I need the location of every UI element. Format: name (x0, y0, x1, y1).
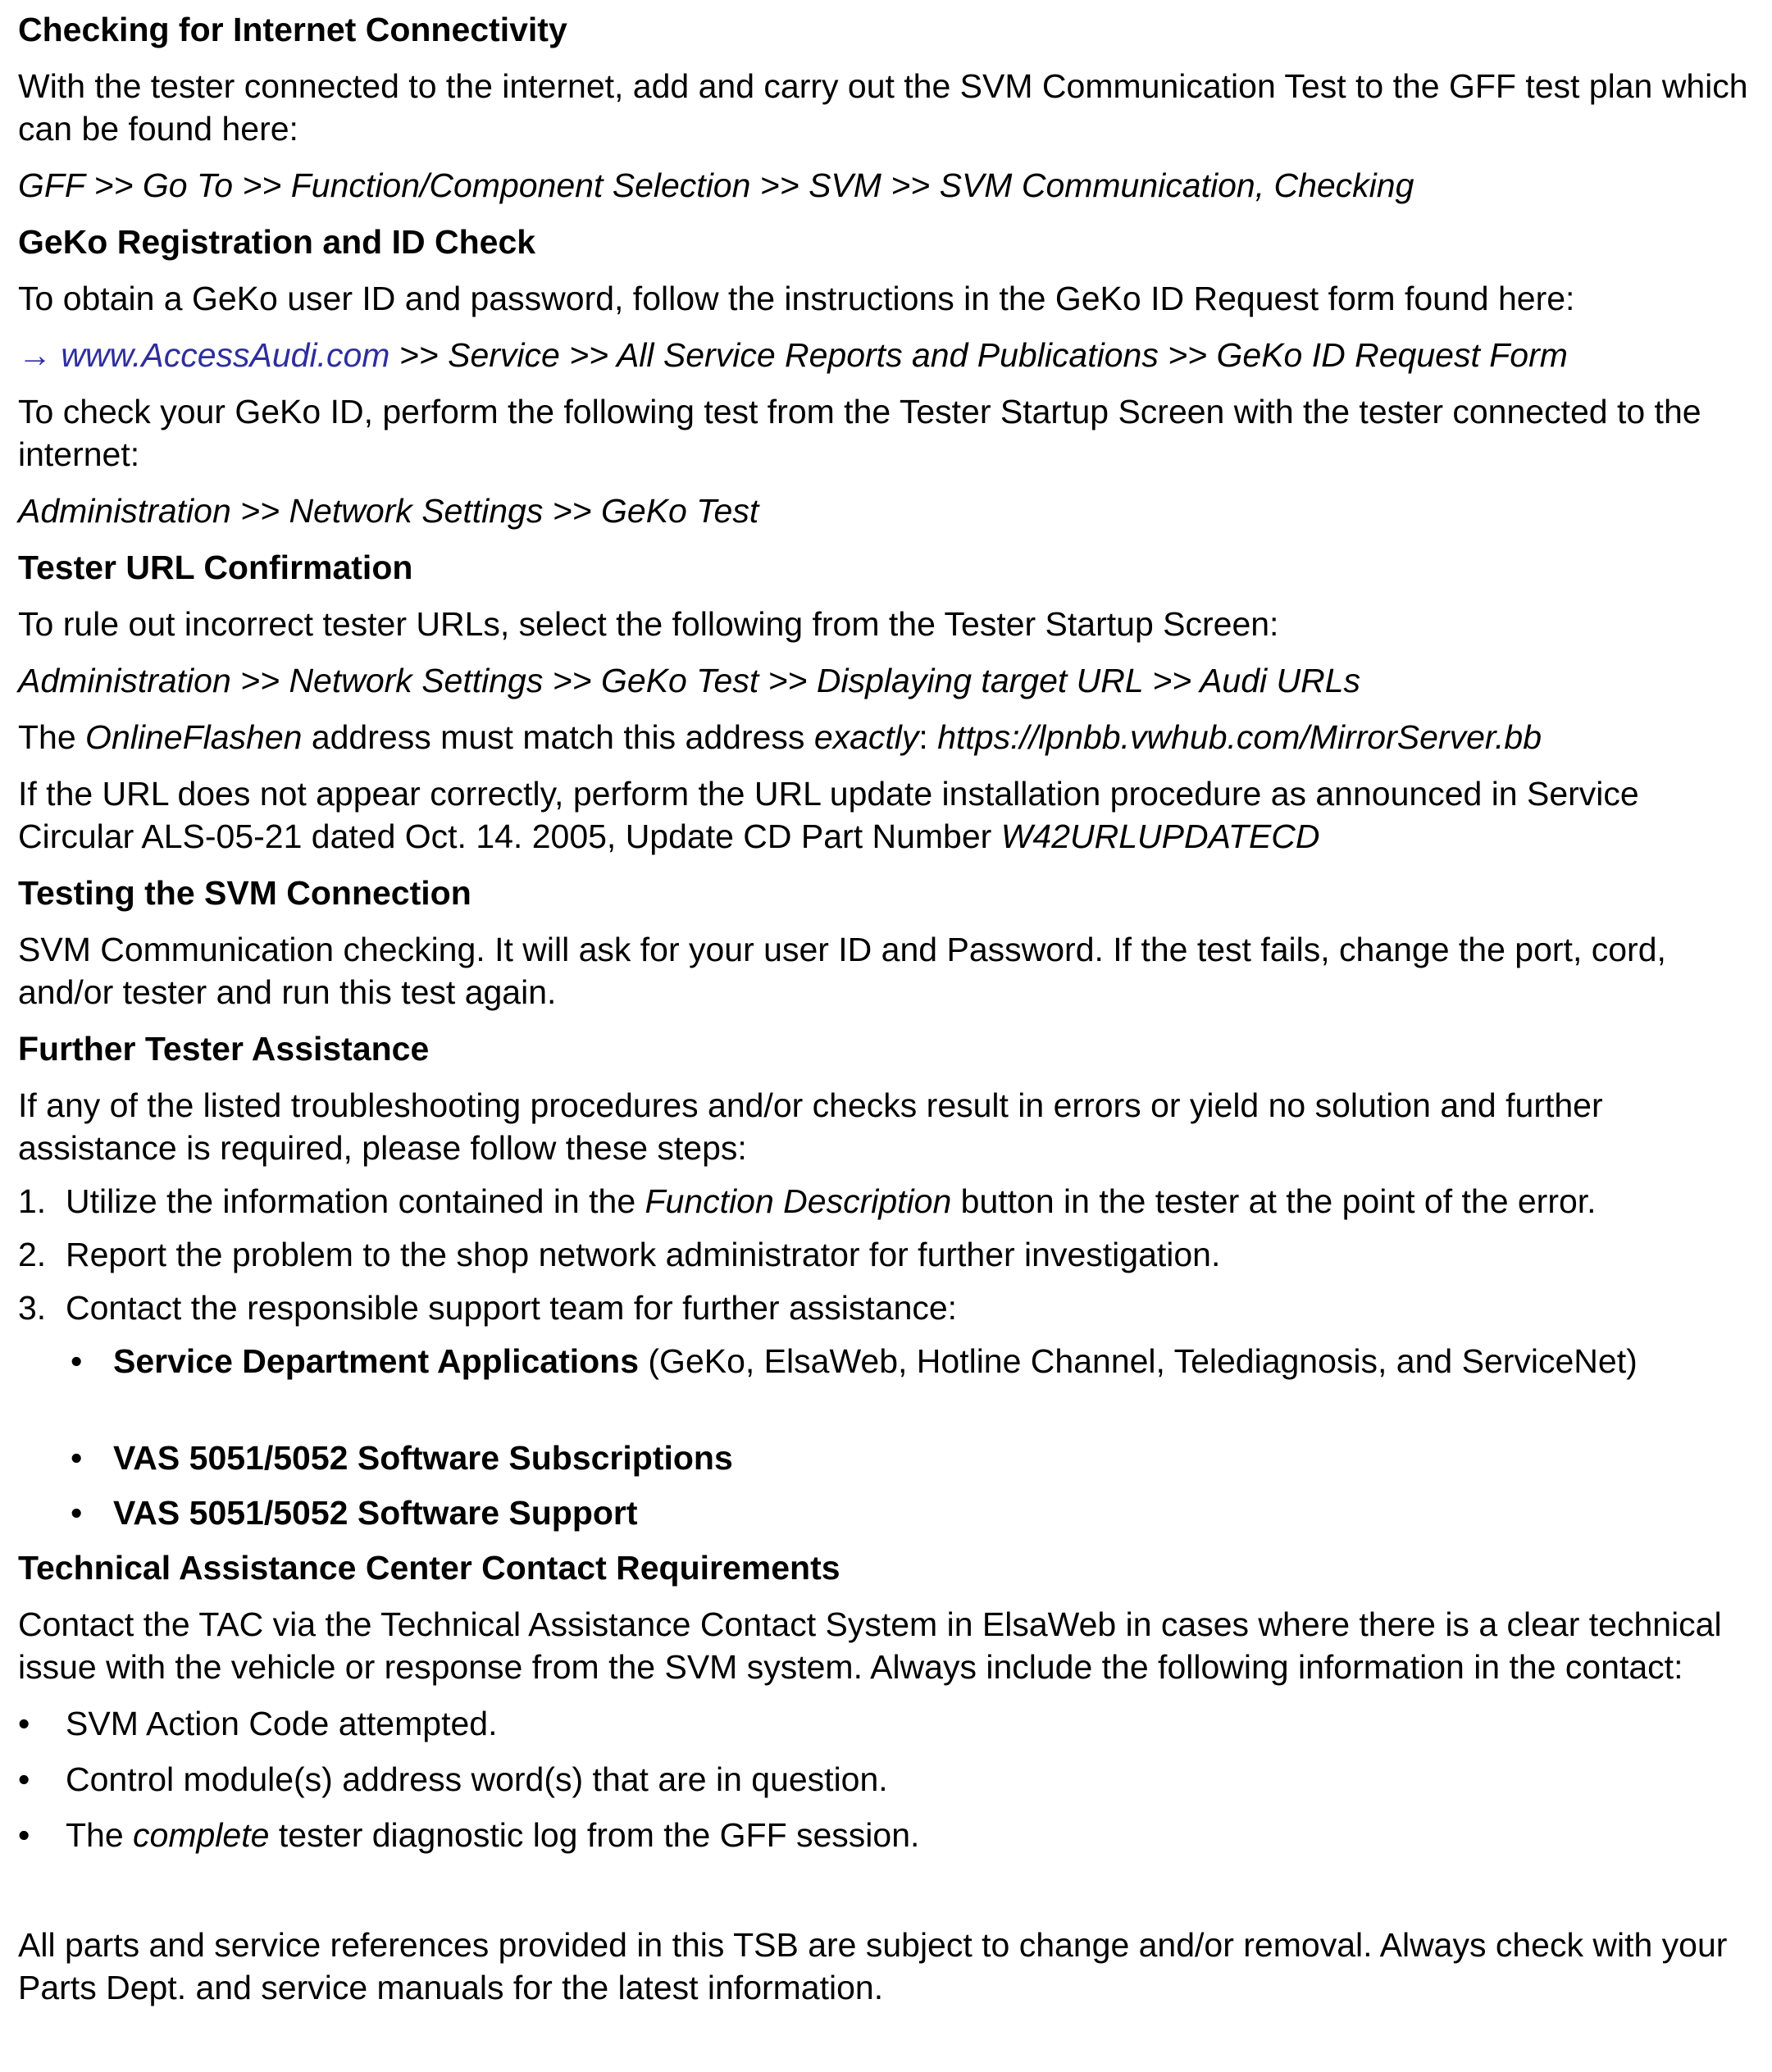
tac-info-list (18, 1702, 1756, 1856)
service-dept-apps-detail: (GeKo, ElsaWeb, Hotline Channel, Telediagnosis, and ServiceNet) (639, 1342, 1638, 1380)
footer-disclaimer: All parts and service references provided in this TSB are subject to change and/or removal. Always check with your Parts Dept. and service manuals for the latest information. (18, 1926, 1728, 2006)
heading-internet-connectivity: Checking for Internet Connectivity (18, 11, 567, 48)
service-dept-apps-label: Service Department Applications (113, 1342, 640, 1380)
list-item (18, 1814, 1756, 1856)
list-item (66, 1491, 1756, 1534)
step-number: 2. (18, 1236, 47, 1273)
online-flashen-term: OnlineFlashen (85, 718, 303, 756)
assistance-steps-list (18, 1180, 1756, 1534)
step-number: 3. (18, 1289, 47, 1327)
list-item (18, 1180, 1756, 1223)
geko-request-form-path (18, 334, 1756, 376)
bullet-icon: • (71, 1439, 83, 1477)
bullet-icon: • (18, 1705, 30, 1742)
step-number: 1. (18, 1182, 47, 1220)
list-item (18, 1758, 1756, 1801)
heading-tac-requirements: Technical Assistance Center Contact Requirements (18, 1549, 840, 1587)
section-spacer (18, 1869, 1756, 1924)
tac-item-1: SVM Action Code attempted. (66, 1705, 498, 1742)
function-description-term: Function Description (645, 1182, 952, 1220)
support-team-list (66, 1340, 1756, 1534)
geko-test-path: Administration >> Network Settings >> GeKo Test (18, 492, 759, 530)
exactly-term: exactly (813, 718, 919, 756)
bullet-icon: • (18, 1816, 30, 1854)
tac-item-3-pre: The (66, 1816, 134, 1854)
gff-navigation-path: GFF >> Go To >> Function/Component Selection >> SVM >> SVM Communication, Checking (18, 166, 1414, 204)
heading-svm-connection: Testing the SVM Connection (18, 874, 471, 912)
step-1-pre: Utilize the information contained in the (66, 1182, 645, 1220)
internet-paragraph: With the tester connected to the internet, add and carry out the SVM Communication Test to the GFF test plan which can be found here: (18, 67, 1748, 148)
url-paragraph-1: To rule out incorrect tester URLs, select the following from the Tester Startup Screen: (18, 605, 1279, 643)
list-item (18, 1702, 1756, 1745)
bullet-icon: • (71, 1494, 83, 1532)
further-paragraph: If any of the listed troubleshooting procedures and/or checks result in errors or yield no solution and further assistance is required, please follow these steps: (18, 1086, 1603, 1167)
tac-item-2: Control module(s) address word(s) that are in question. (66, 1760, 888, 1798)
url-match-paragraph (18, 716, 1756, 758)
url-match-mid: address must match this address (302, 718, 814, 756)
url-update-text: If the URL does not appear correctly, perform the URL update installation procedure as announced in Service Circular ALS-05-21 dated Oct. 14. 2005, Update CD Part Number (18, 775, 1639, 855)
step-2-text: Report the problem to the shop network administrator for further investigation. (66, 1236, 1221, 1273)
list-item (66, 1437, 1756, 1479)
geko-paragraph-1: To obtain a GeKo user ID and password, follow the instructions in the GeKo ID Request form found here: (18, 280, 1575, 317)
svm-paragraph: SVM Communication checking. It will ask for your user ID and Password. If the test fails, change the port, cord, and/or tester and run this test again. (18, 931, 1666, 1011)
list-item (18, 1233, 1756, 1276)
tac-item-3-post: tester diagnostic log from the GFF session. (269, 1816, 920, 1854)
step-1-post: button in the tester at the point of the error. (951, 1182, 1597, 1220)
target-url-path: Administration >> Network Settings >> GeKo Test >> Displaying target URL >> Audi URLs (18, 662, 1361, 699)
geko-paragraph-2: To check your GeKo ID, perform the following test from the Tester Startup Screen with the tester connected to the internet: (18, 393, 1701, 473)
heading-further-assistance: Further Tester Assistance (18, 1030, 430, 1068)
heading-tester-url: Tester URL Confirmation (18, 549, 413, 586)
bullet-icon: • (18, 1760, 30, 1798)
geko-request-form-path-text: >> Service >> All Service Reports and Publications >> GeKo ID Request Form (389, 336, 1568, 374)
mirror-server-url: https://lpnbb.vwhub.com/MirrorServer.bb (937, 718, 1542, 756)
list-item (66, 1340, 1756, 1382)
list-item (18, 1286, 1756, 1534)
complete-term: complete (133, 1816, 270, 1854)
software-subscriptions-label: VAS 5051/5052 Software Subscriptions (113, 1439, 733, 1477)
url-match-colon: : (918, 718, 938, 756)
arrow-right-icon: → (18, 336, 52, 374)
update-cd-part-number: W42URLUPDATECD (1000, 817, 1320, 855)
accessaudi-link[interactable]: www.AccessAudi.com (61, 336, 390, 374)
tac-paragraph: Contact the TAC via the Technical Assistance Contact System in ElsaWeb in cases where there is a clear technical issue with the vehicle or response from the SVM system. Always include the following information in the contact: (18, 1605, 1722, 1686)
software-support-label: VAS 5051/5052 Software Support (113, 1494, 638, 1532)
step-3-text: Contact the responsible support team for further assistance: (66, 1289, 958, 1327)
bullet-icon: • (71, 1342, 83, 1380)
url-match-prefix: The (18, 718, 86, 756)
heading-geko-registration: GeKo Registration and ID Check (18, 223, 536, 261)
url-update-paragraph (18, 772, 1756, 858)
